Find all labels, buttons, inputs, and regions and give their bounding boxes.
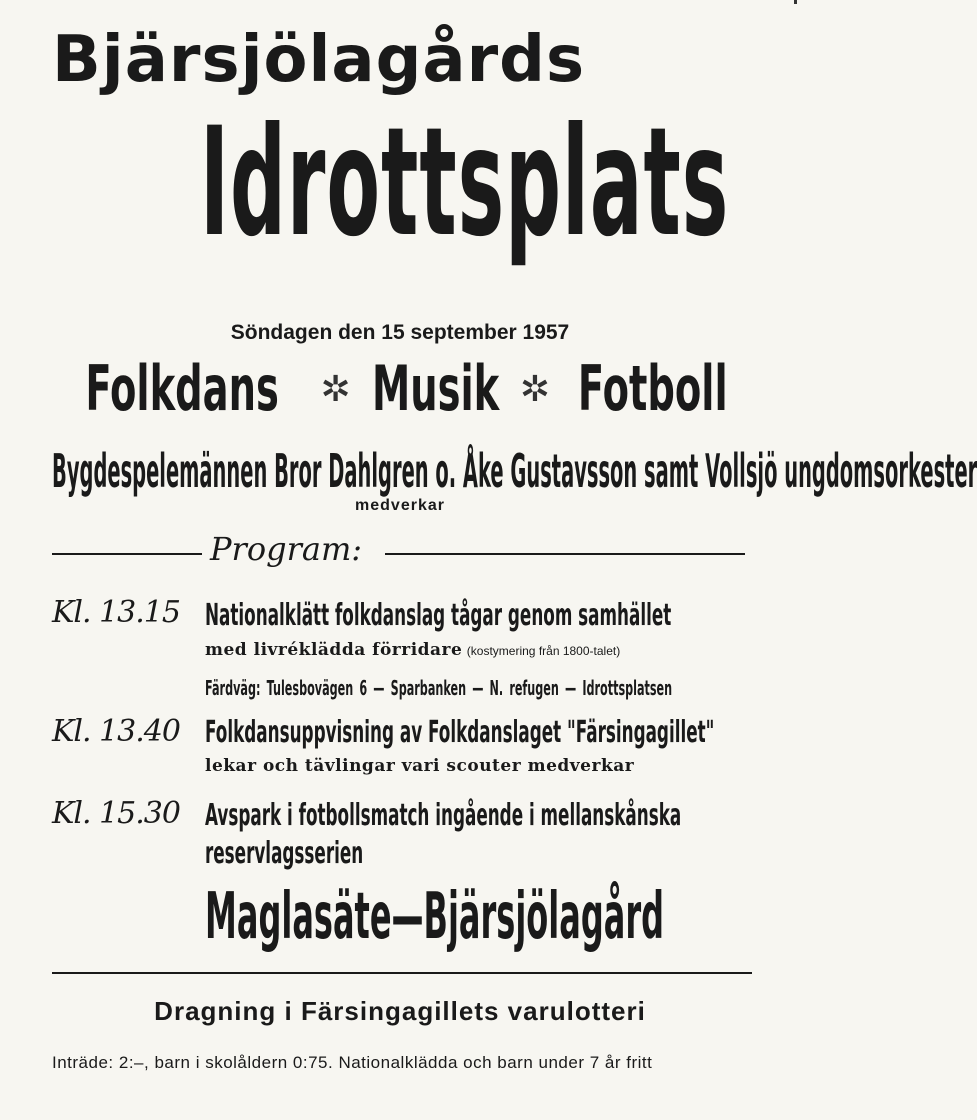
program-time: Kl. 15.30 (52, 796, 180, 831)
scan-mark (794, 0, 797, 4)
performers-suffix: medverkar (355, 497, 445, 514)
program-note: (kostymering från 1800-talet) (466, 644, 621, 658)
star-icon: ✲ (320, 367, 351, 409)
venue-title: Bjärsjölagårds (52, 23, 586, 97)
event-date: Söndagen den 15 september 1957 (230, 321, 570, 344)
program-heading-text: Nationalklätt folkdanslag tågar genom samhället (205, 598, 672, 633)
event-musik: Musik (371, 352, 499, 425)
entry-fee-line: Inträde: 2:–, barn i skolåldern 0:75. Nationalklädda och barn under 7 år fritt (52, 1053, 653, 1072)
program-heading-text: Avspark i fotbollsmatch ingående i mellanskånska (205, 798, 682, 833)
program-heading: Program: (210, 530, 363, 568)
performers-line: Bygdespelemännen Bror Dahlgren o. Åke Gustavsson samt Vollsjö ungdomsorkester (52, 444, 977, 498)
event-folkdans: Folkdans (85, 352, 280, 425)
event-list (0, 352, 800, 425)
lottery-line: Dragning i Färsingagillets varulotteri (154, 996, 646, 1026)
venue-title-main: Idrottsplats (200, 96, 730, 270)
divider (52, 972, 752, 974)
program-heading-text: reservlagsserien (205, 836, 364, 871)
star-icon: ✲ (519, 367, 551, 409)
divider (52, 553, 202, 555)
program-time: Kl. 13.15 (52, 595, 180, 630)
program-route: Färdväg: Tulesbovägen 6 — Sparbanken — N. refugen — Idrottsplatsen (205, 676, 673, 700)
program-sub: lekar och tävlingar vari scouter medverkar (205, 756, 635, 776)
program-sub-line (205, 640, 620, 660)
divider (385, 553, 745, 555)
program-time: Kl. 13.40 (52, 714, 180, 749)
program-heading-text: Folkdansuppvisning av Folkdanslaget "Färsingagillet" (205, 715, 715, 750)
event-fotboll: Fotboll (577, 352, 728, 425)
program-sub: med livréklädda förridare (205, 640, 463, 660)
match-title: Maglasäte—Bjärsjölagård (205, 880, 665, 954)
